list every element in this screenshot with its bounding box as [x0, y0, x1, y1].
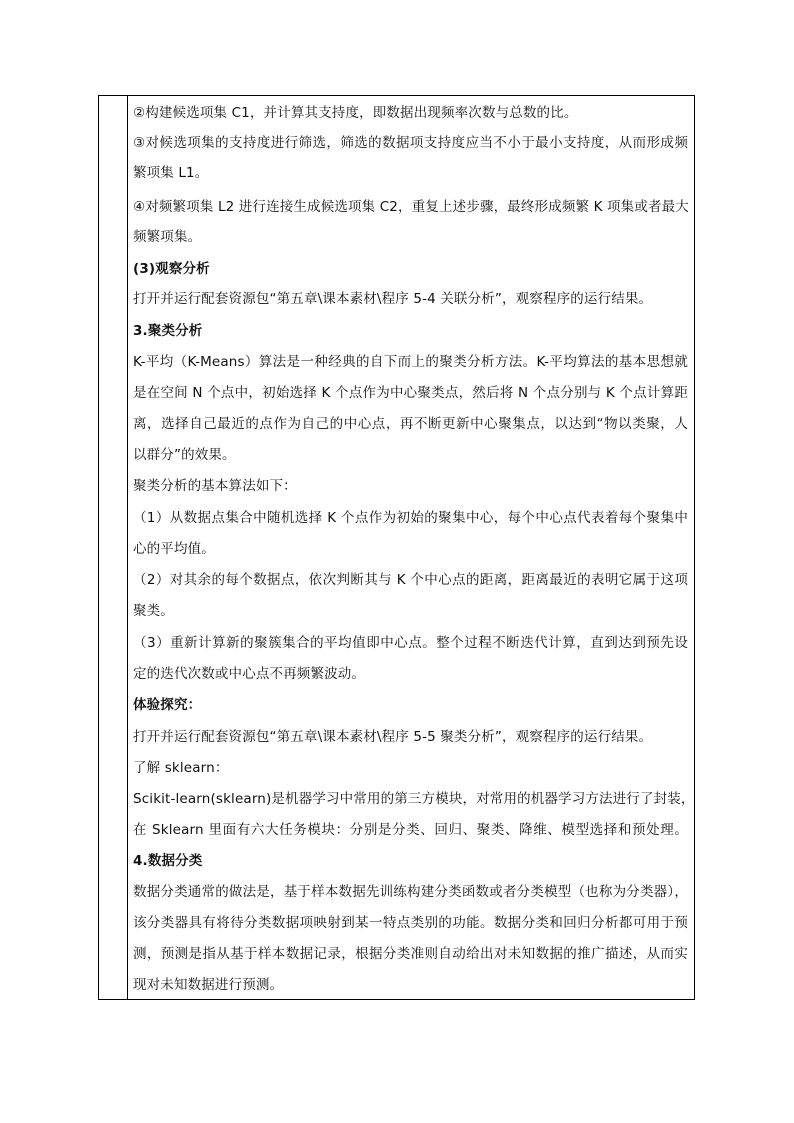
text-line: 打开并运行配套资源包“第五章\课本素材\程序 5-4 关联分析”，观察程序的运行结果。	[133, 291, 653, 307]
text-line: ②构建候选项集 C1，并计算其支持度，即数据出现频率次数与总数的比。	[133, 105, 578, 121]
section-heading: (3)观察分析	[133, 261, 210, 277]
text-line: 离，选择自己最近的点作为自己的中心点，再不断更新中心聚集点，以达到“物以类聚，人	[133, 416, 688, 432]
text-line: 数据分类通常的做法是，基于样本数据先训练构建分类函数或者分类模型（也称为分类器），	[133, 884, 688, 900]
text-line: 繁项集 L1。	[133, 165, 209, 181]
text-line: 打开并运行配套资源包“第五章\课本素材\程序 5-5 聚类分析”，观察程序的运行结果。	[133, 729, 653, 745]
text-line: 聚类。	[133, 603, 174, 619]
text-line: （3）重新计算新的聚簇集合的平均值即中心点。整个过程不断迭代计算，直到达到预先设	[133, 635, 688, 651]
text-line: （1）从数据点集合中随机选择 K 个点作为初始的聚集中心，每个中心点代表着每个聚集中	[133, 510, 688, 526]
text-line: Scikit-learn(sklearn)是机器学习中常用的第三方模块，对常用的机器学习方法进行了封装，	[133, 791, 695, 807]
text-line: 频繁项集。	[133, 229, 202, 245]
text-line: ③对候选项集的支持度进行筛选，筛选的数据项支持度应当不小于最小支持度，从而形成频	[133, 135, 688, 151]
text-line: 现对未知数据进行预测。	[133, 977, 284, 993]
text-line: 聚类分析的基本算法如下：	[133, 478, 297, 494]
text-line: 测，预测是指从基于样本数据记录，根据分类准则自动给出对未知数据的推广描述，从而实	[133, 946, 688, 962]
text-line: 在 Sklearn 里面有六大任务模块：分别是分类、回归、聚类、降维、模型选择和预处理。	[133, 822, 688, 838]
column-divider	[127, 96, 128, 999]
text-line: ④对频繁项集 L2 进行连接生成候选项集 C2，重复上述步骤，最终形成频繁 K 项集或者最大	[133, 199, 689, 215]
text-line: 以群分”的效果。	[133, 447, 236, 463]
section-heading: 3.聚类分析	[133, 323, 203, 339]
text-line: K-平均（K-Means）算法是一种经典的自下而上的聚类分析方法。K-平均算法的基本思想就	[133, 354, 688, 370]
text-line: 定的迭代次数或中心点不再频繁波动。	[133, 666, 366, 682]
section-heading: 体验探究：	[133, 697, 202, 713]
text-line: 是在空间 N 个点中，初始选择 K 个点作为中心聚类点，然后将 N 个点分别与 K 个点计算距	[133, 385, 688, 401]
text-line: 了解 sklearn：	[133, 760, 229, 776]
text-line: 该分类器具有将待分类数据项映射到某一特点类别的功能。数据分类和回归分析都可用于预	[133, 915, 688, 931]
text-line: 心的平均值。	[133, 541, 215, 557]
text-line: （2）对其余的每个数据点，依次判断其与 K 个中心点的距离，距离最近的表明它属于这项	[133, 572, 688, 588]
section-heading: 4.数据分类	[133, 853, 203, 869]
